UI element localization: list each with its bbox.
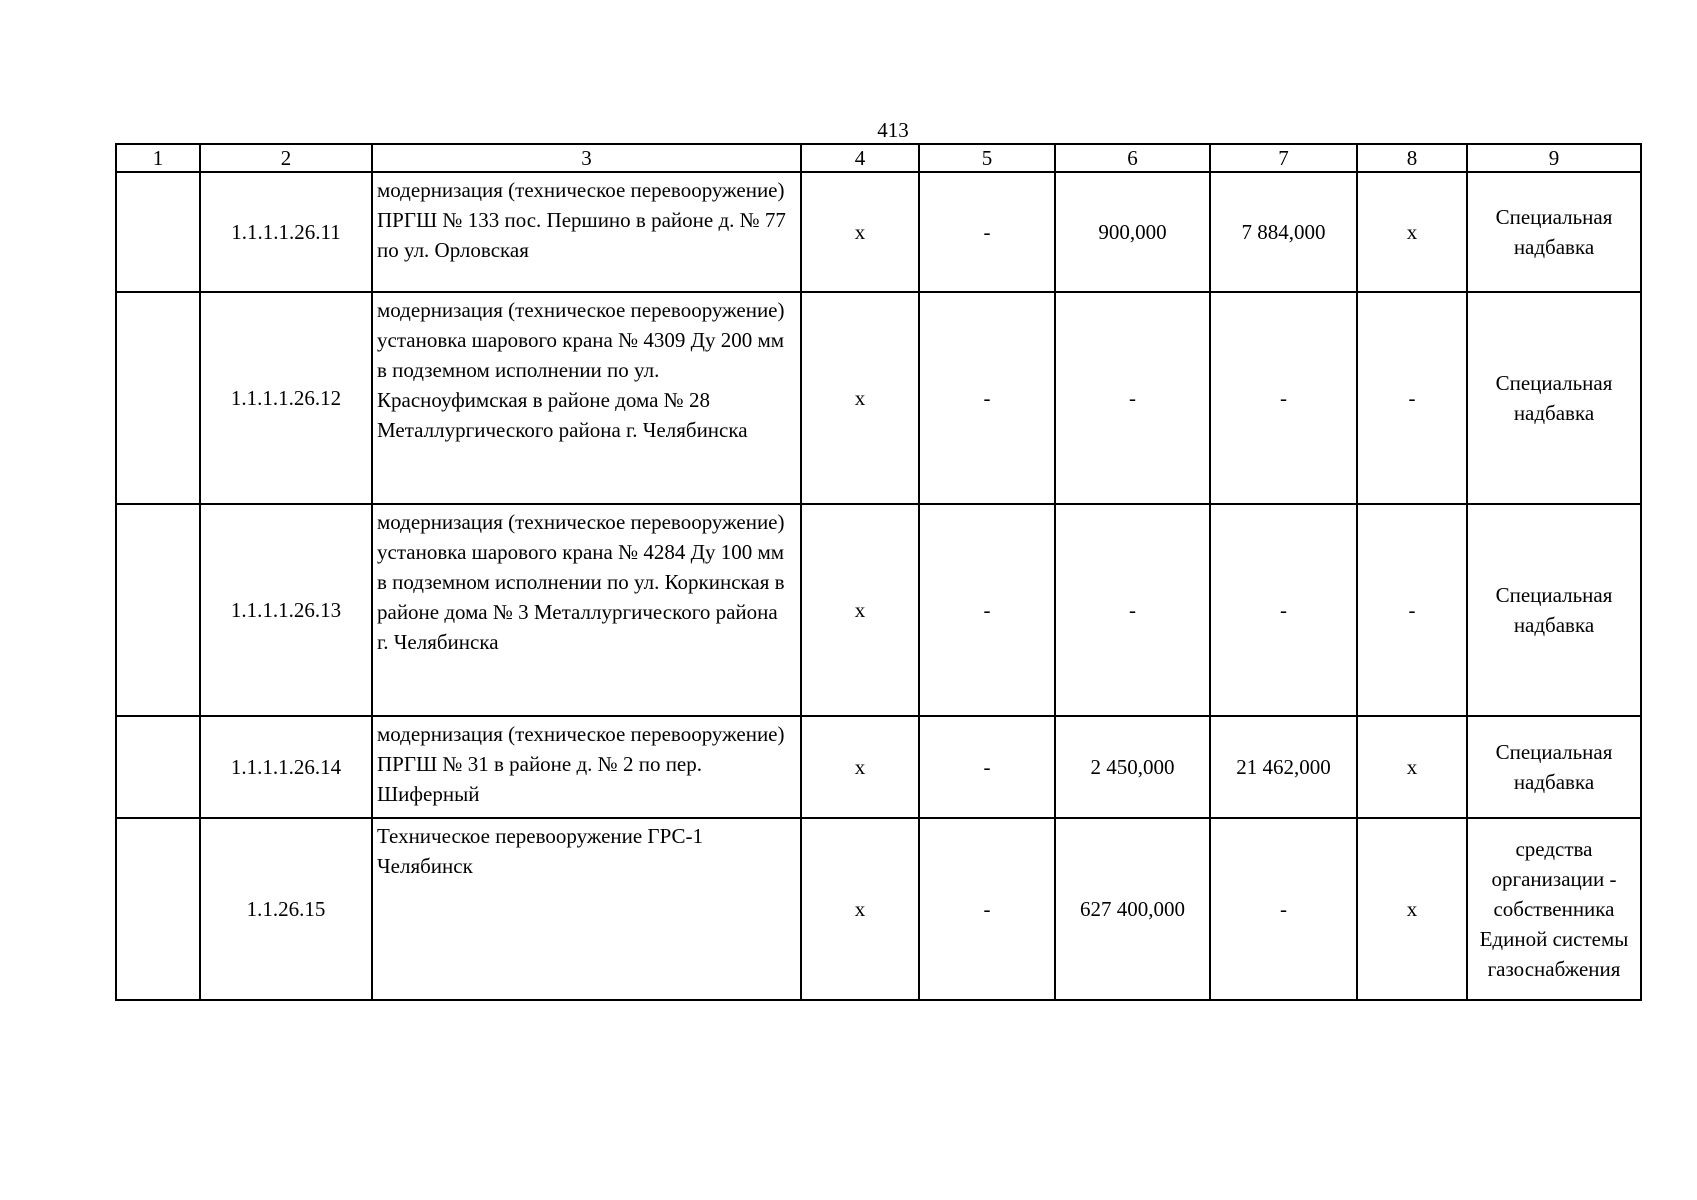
cell-col8: - — [1357, 292, 1467, 504]
cell-col5: - — [919, 172, 1055, 292]
cell-col7: - — [1210, 818, 1357, 1000]
column-number: 9 — [1467, 144, 1641, 172]
cell-col7: 21 462,000 — [1210, 716, 1357, 818]
cell-col4: х — [801, 818, 919, 1000]
cell-funding-source: Специальная надбавка — [1467, 292, 1641, 504]
table-row — [116, 504, 1641, 716]
cell-col5: - — [919, 504, 1055, 716]
column-number: 6 — [1055, 144, 1210, 172]
cell-description: модернизация (техническое перевооружение) установка шарового крана № 4309 Ду 200 мм в подземном исполнении по ул. Красноуфимская в районе дома № 28 Металлургического района г. Челябинска — [372, 292, 801, 504]
table-row — [116, 716, 1641, 818]
column-number: 7 — [1210, 144, 1357, 172]
cell-col4: х — [801, 292, 919, 504]
cell-col6: 627 400,000 — [1055, 818, 1210, 1000]
cell-funding-source: Специальная надбавка — [1467, 172, 1641, 292]
cell-col6: - — [1055, 504, 1210, 716]
table-row — [116, 292, 1641, 504]
cell-col5: - — [919, 818, 1055, 1000]
cell-description: модернизация (техническое перевооружение) ПРГШ № 31 в районе д. № 2 по пер. Шиферный — [372, 716, 801, 818]
cell-col1 — [116, 172, 200, 292]
cell-code: 1.1.1.1.26.13 — [200, 504, 372, 716]
cell-col8: х — [1357, 818, 1467, 1000]
column-number: 8 — [1357, 144, 1467, 172]
cell-col7: - — [1210, 504, 1357, 716]
cell-col4: х — [801, 504, 919, 716]
cell-funding-source: Специальная надбавка — [1467, 716, 1641, 818]
table-row — [116, 172, 1641, 292]
cell-description: модернизация (техническое перевооружение) установка шарового крана № 4284 Ду 100 мм в подземном исполнении по ул. Коркинская в районе дома № 3 Металлургического района г. Челябинска — [372, 504, 801, 716]
cell-col6: 2 450,000 — [1055, 716, 1210, 818]
cell-col4: х — [801, 716, 919, 818]
cell-col5: - — [919, 716, 1055, 818]
cell-col7: 7 884,000 — [1210, 172, 1357, 292]
cell-col5: - — [919, 292, 1055, 504]
cell-code: 1.1.1.1.26.12 — [200, 292, 372, 504]
cell-code: 1.1.1.1.26.14 — [200, 716, 372, 818]
cell-col8: - — [1357, 504, 1467, 716]
cell-col7: - — [1210, 292, 1357, 504]
column-number: 5 — [919, 144, 1055, 172]
investment-table — [115, 143, 1642, 1001]
page-number: 413 — [877, 118, 909, 142]
cell-col4: х — [801, 172, 919, 292]
cell-code: 1.1.26.15 — [200, 818, 372, 1000]
column-number-row — [116, 144, 1641, 172]
cell-col1 — [116, 716, 200, 818]
column-number: 1 — [116, 144, 200, 172]
cell-col6: 900,000 — [1055, 172, 1210, 292]
column-number: 4 — [801, 144, 919, 172]
cell-description: модернизация (техническое перевооружение) ПРГШ № 133 пос. Першино в районе д. № 77 по ул. Орловская — [372, 172, 801, 292]
cell-col1 — [116, 292, 200, 504]
cell-col1 — [116, 818, 200, 1000]
cell-funding-source: средства организации - собственника Единой системы газоснабжения — [1467, 818, 1641, 1000]
cell-col1 — [116, 504, 200, 716]
cell-col8: х — [1357, 172, 1467, 292]
column-number: 2 — [200, 144, 372, 172]
cell-col8: х — [1357, 716, 1467, 818]
table-row — [116, 818, 1641, 1000]
cell-col6: - — [1055, 292, 1210, 504]
cell-funding-source: Специальная надбавка — [1467, 504, 1641, 716]
column-number: 3 — [372, 144, 801, 172]
cell-code: 1.1.1.1.26.11 — [200, 172, 372, 292]
cell-description: Техническое перевооружение ГРС-1 Челябинск — [372, 818, 801, 1000]
